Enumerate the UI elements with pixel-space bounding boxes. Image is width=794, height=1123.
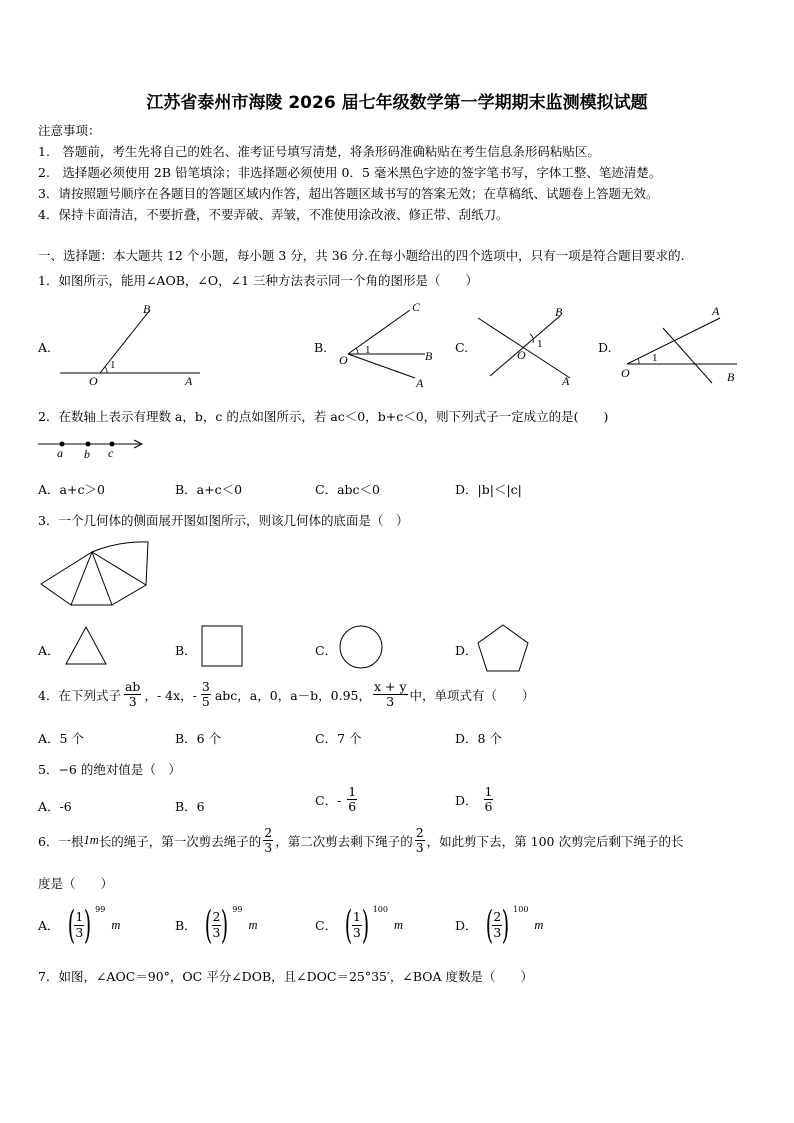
q1d-label-a: A [712, 304, 720, 318]
q1c-label-a: A [562, 374, 570, 388]
q2-point-b: b [84, 447, 90, 460]
q2-number-line [36, 436, 146, 460]
q1a-label-o: O [89, 374, 98, 388]
q6-a-exp: 99 [95, 904, 106, 914]
q2-option-b: B．a+c＜0 [175, 482, 243, 497]
question-2-stem: 2．在数轴上表示有理数 a，b，c 的点如图所示，若 ac＜0，b+c＜0，则下列式子一定成立的是( ) [38, 409, 609, 424]
q1d-label-1: 1 [652, 352, 658, 364]
q1-figure-d [615, 298, 745, 390]
page-title: 江苏省泰州市海陵 2026 届七年级数学第一学期期末监测模拟试题 [146, 93, 648, 113]
q1-option-a-label: A. [38, 340, 52, 355]
q2-point-a: a [57, 446, 63, 460]
q1a-label-1: 1 [110, 359, 116, 371]
q4-f2-num: 3 [201, 679, 210, 694]
q4-f1-den: 3 [128, 694, 137, 710]
q3-circle-shape [338, 624, 386, 672]
q4-option-b: B．6 个 [175, 731, 222, 746]
q5-option-c [315, 785, 357, 815]
q6-d-unit: m [534, 917, 544, 932]
q6-b-num: 2 [212, 909, 221, 925]
q6-a-unit: m [111, 917, 121, 932]
q6-option-c: C． ( $\frac{1}{3}$ ) 100 m [315, 903, 403, 947]
q5-c-num: 1 [348, 784, 357, 799]
q4-mid-2: abc，a，0，a－b，0.95， [214, 687, 371, 703]
q6-option-b: B． ( $\frac{2}{3}$ ) 99 m [175, 903, 258, 947]
q2-option-c: C．abc＜0 [315, 482, 380, 497]
q3-net-figure [38, 538, 153, 610]
q6-a-num: 1 [75, 909, 84, 925]
question-7-stem: 7．如图，∠AOC＝90°，OC 平分∠DOB，且∠DOC＝25°35′，∠BOA 度数是（ ） [38, 969, 533, 984]
q4-prefix: 4．在下列式子 [38, 687, 121, 703]
q4-suffix: 中，单项式有（ ） [409, 687, 535, 703]
q6-stem-line-2: 度是（ ） [38, 876, 114, 891]
question-3-stem: 3．一个几何体的侧面展开图如图所示，则该几何体的底面是（ ） [38, 513, 409, 528]
q4-fraction-2 [201, 680, 211, 710]
notice-heading: 注意事项： [38, 123, 101, 138]
q6-option-d-label: D． [455, 918, 478, 933]
q4-f1-num: ab [124, 679, 141, 694]
q3-option-c-label: C． [315, 643, 338, 658]
q1-figure-b [330, 298, 440, 390]
q5-option-d-fraction [484, 785, 494, 815]
q6-option-b-label: B． [175, 918, 197, 933]
q1b-label-b: B [425, 349, 433, 363]
q3-triangle-shape [63, 624, 111, 668]
q6-c-unit: m [393, 917, 403, 932]
q6-f2-num: 2 [415, 825, 424, 840]
q1-figure-a [55, 298, 205, 390]
q4-option-c: C．7 个 [315, 731, 362, 746]
q6-d-exp: 100 [513, 904, 529, 914]
q1c-label-b: B [555, 305, 563, 319]
q6-option-d: D． ( $\frac{2}{3}$ ) 100 m [455, 903, 544, 947]
q1b-label-a: A [416, 376, 424, 390]
q4-option-d: D．8 个 [455, 731, 502, 746]
q6-f2-den: 3 [415, 840, 424, 856]
q1-option-d-label: D. [598, 340, 612, 355]
q6-b-unit: m [248, 917, 258, 932]
q6-option-a-label: A． [38, 918, 60, 933]
q5-option-b: B．6 [175, 799, 205, 814]
q6-b-exp: 99 [232, 904, 243, 914]
q3-option-d-label: D． [455, 643, 478, 658]
notice-item-3: 3．请按照题号顺序在各题目的答题区域内作答，超出答题区域书写的答案无效；在草稿纸、试题卷上答题无效。 [38, 186, 659, 201]
question-5-stem: 5．−6 的绝对值是（ ） [38, 762, 181, 777]
q6-option-c-label: C． [315, 918, 338, 933]
q1-option-b-label: B. [314, 340, 328, 355]
q1b-label-c: C [412, 300, 421, 314]
q6-d-num: 2 [493, 909, 502, 925]
q4-mid-1: ，- 4x，- [144, 687, 197, 703]
q2-point-c: c [108, 446, 114, 460]
q4-fraction-3 [373, 680, 408, 710]
question-1-stem: 1．如图所示，能用∠AOB，∠O，∠1 三种方法表示同一个角的图形是（ ） [38, 273, 479, 288]
q6-d-den: 3 [493, 924, 502, 940]
q3-option-a-label: A． [38, 643, 60, 658]
q5-c-den: 6 [348, 799, 357, 815]
q1d-label-b: B [727, 370, 735, 384]
q5-option-d [455, 785, 493, 815]
q6-c-exp: 100 [372, 904, 388, 914]
q6-option-a: A． ( $\frac{1}{3}$ ) 99 m [38, 903, 121, 947]
q6-fraction-1 [263, 826, 273, 856]
q5-option-c-label: C．- [315, 792, 342, 808]
q6-fraction-2 [415, 826, 425, 856]
q6-f1-num: 2 [264, 825, 273, 840]
q2-option-a: A．a+c＞0 [38, 482, 105, 497]
q5-option-a: A．-6 [38, 799, 72, 814]
q1a-label-b: B [143, 302, 151, 316]
q1d-label-o: O [621, 366, 630, 380]
q1-option-c-label: C. [455, 340, 469, 355]
q4-fraction-1 [124, 680, 141, 710]
q5-option-c-fraction [347, 785, 357, 815]
question-4-stem [38, 680, 535, 710]
q1c-label-o: O [517, 348, 526, 362]
section-heading: 一、选择题：本大题共 12 个小题，每小题 3 分，共 36 分.在每小题给出的四个选项中，只有一项是符合题目要求的. [38, 248, 685, 263]
q6-f1-den: 3 [264, 840, 273, 856]
q1b-label-o: O [339, 353, 348, 367]
q1c-label-1: 1 [537, 338, 543, 350]
q6-c-num: 1 [352, 909, 361, 925]
q1b-label-1: 1 [365, 344, 371, 356]
q4-f3-den: 3 [386, 694, 395, 710]
notice-item-4: 4．保持卡面清洁，不要折叠，不要弄破、弄皱，不准使用涂改液、修正带、刮纸刀。 [38, 207, 509, 222]
q6-c-den: 3 [352, 924, 361, 940]
q6-part-4: ，如此剪下去，第 100 次剪完后剩下绳子的长 [426, 833, 684, 849]
q6-part-3: ，第二次剪去剩下绳子的 [275, 833, 413, 849]
q4-f2-den: 5 [201, 694, 210, 710]
q1a-label-a: A [185, 374, 193, 388]
q1-figure-c [470, 298, 585, 390]
q5-option-d-label: D． [455, 792, 478, 808]
q3-pentagon-shape [476, 622, 532, 674]
notice-item-1: 1. 答题前，考生先将自己的姓名、准考证号填写清楚，将条形码准确粘贴在考生信息条形码粘贴区。 [38, 144, 600, 159]
notice-item-2: 2. 选择题必须使用 2B 铅笔填涂；非选择题必须使用 0．5 毫米黑色字迹的签字笔书写，字体工整、笔迹清楚。 [38, 165, 662, 180]
q5-d-den: 6 [484, 799, 493, 815]
q4-option-a: A．5 个 [38, 731, 84, 746]
q5-d-num: 1 [484, 784, 493, 799]
q6-b-den: 3 [212, 924, 221, 940]
q6-unit: 1m [83, 833, 99, 848]
q6-part-2: 长的绳子，第一次剪去绳子的 [98, 833, 262, 849]
q6-a-den: 3 [75, 924, 84, 940]
q2-option-d: D．|b|＜|c| [455, 482, 522, 497]
q6-part-1: 6．一根 [38, 833, 84, 849]
q4-f3-num: x + y [373, 679, 407, 694]
q3-square-shape [200, 624, 246, 670]
question-6-stem [38, 826, 683, 856]
q3-option-b-label: B． [175, 643, 197, 658]
